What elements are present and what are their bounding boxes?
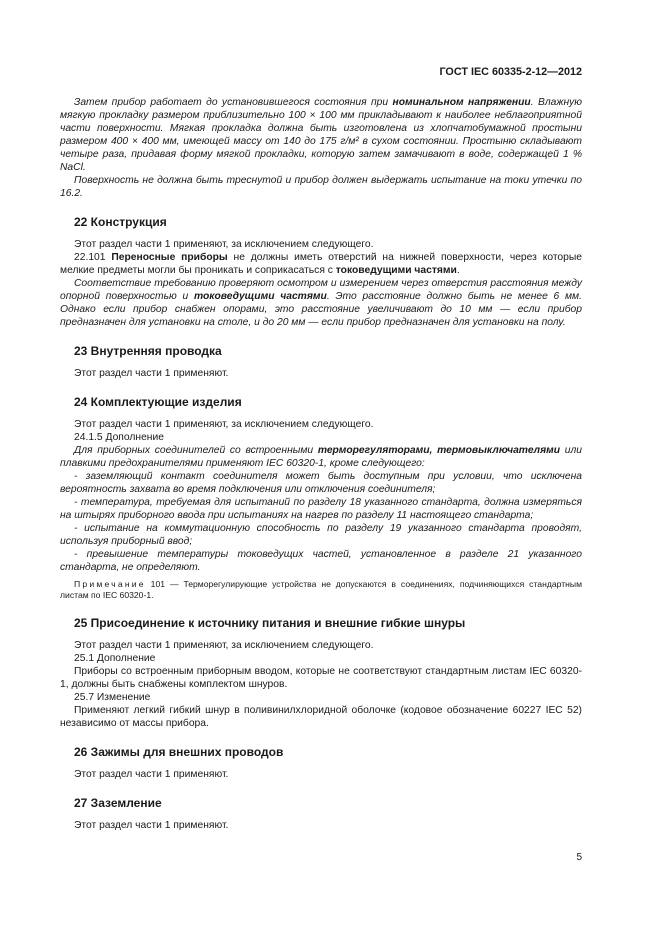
section-24-list-item-2: - температура, требуемая для испытаний по разделу 18 указанного стандарта, должна измеряться на штырях приборного ввода при испытаниях на нагрев по разделу 11 настоящего стандарта; <box>60 497 582 521</box>
text-span: Затем прибор работает до установившегося состояния при <box>74 97 393 108</box>
intro-paragraph-2: Поверхность не должна быть треснутой и прибор должен выдержать испытание на токи утечки по 16.2. <box>60 175 582 199</box>
note-label: Примечание <box>74 579 146 589</box>
term-live-parts: токоведущими частями <box>193 291 327 302</box>
section-22-p3 <box>60 277 582 329</box>
term-thermostats: терморегуляторами, термовыключателями <box>317 445 561 456</box>
standard-header: ГОСТ IEC 60335-2-12—2012 <box>439 66 582 78</box>
term-live-parts: токоведущими частями <box>335 265 457 276</box>
section-22-p2 <box>60 251 582 277</box>
section-24-title: 24 Комплектующие изделия <box>74 395 242 409</box>
section-22-title: 22 Конструкция <box>74 215 167 229</box>
section-23-title: 23 Внутренняя проводка <box>74 344 222 358</box>
text-span: . <box>456 265 460 276</box>
section-26-title: 26 Зажимы для внешних проводов <box>74 745 284 759</box>
section-24-list-item-3: - испытание на коммутационную способность по разделу 19 указанного стандарта проводят, используя приборный ввод; <box>60 523 582 547</box>
section-26-p1: Этот раздел части 1 применяют. <box>74 769 229 780</box>
section-24-p2: 24.1.5 Дополнение <box>74 432 164 443</box>
section-25-p1: Этот раздел части 1 применяют, за исключением следующего. <box>74 640 374 651</box>
section-24-note <box>60 579 582 601</box>
section-24-list-item-4: - превышение температуры токоведущих частей, установленное в разделе 21 указанного стандарта, не определяют. <box>60 549 582 573</box>
section-24-list-item-1: - заземляющий контакт соединителя может быть доступным при условии, что исключена вероятность захвата во время подключения или отключения соединителя; <box>60 471 582 495</box>
clause-number: 22.101 <box>74 252 112 263</box>
section-23-p1: Этот раздел части 1 применяют. <box>74 368 229 379</box>
document-body <box>60 96 582 832</box>
section-25-p4: 25.7 Изменение <box>74 692 151 703</box>
text-span: Для приборных соединителей со встроенными <box>74 445 318 456</box>
section-22-p1: Этот раздел части 1 применяют, за исключением следующего. <box>74 239 374 250</box>
term-portable-appliances: Переносные приборы <box>111 252 228 263</box>
section-25-title: 25 Присоединение к источнику питания и внешние гибкие шнуры <box>74 616 466 630</box>
section-25-p2: 25.1 Дополнение <box>74 653 156 664</box>
text-span: или плавкими предохранителями применяют IEC 60320-1, кроме следующего: <box>60 445 582 469</box>
term-rated-voltage: номинальном напряжении <box>392 97 531 108</box>
section-27-title: 27 Заземление <box>74 796 162 810</box>
text-span: Соответствие требованию проверяют осмотром и измерением через отверстия расстояния между опорной поверхностью и <box>60 278 582 302</box>
section-25-p5: Применяют легкий гибкий шнур в поливинилхлоридной оболочке (кодовое обозначение 60227 IEC 52) независимо от массы прибора. <box>60 705 582 729</box>
text-span: не должны иметь отверстий на нижней поверхности, через которые мелкие предметы могли бы проникать и соприкасаться с <box>60 252 583 276</box>
text-span: . Это расстояние должно быть не менее 6 мм. Однако если прибор снабжен опорами, это расстояние увеличивают до 10 мм — если прибор предназначен для установки на столе, и до 20 мм — если прибор предназначен для установки на полу. <box>60 291 582 328</box>
section-24-p3 <box>60 444 582 470</box>
section-25-p3: Приборы со встроенным приборным вводом, которые не соответствуют стандартным листам IEC 60320-1, должны быть снабжены комплектом шнуров. <box>60 666 582 690</box>
note-text: 101 — Терморегулирующие устройства не допускаются в соединениях, подчиняющихся стандартным листам по IEC 60320-1. <box>60 579 582 600</box>
text-span: . Влажную мягкую прокладку размером приблизительно 100 × 100 мм прикладывают к наиболее неблагоприятной части поверхности. Мягкая прокладка должна быть изготовлена из хлопчатобумажной простыни размером 400 × 400 мм, имеющей массу от 140 до 175 г/м² в сухом состоянии. Простыню складывают четыре раза, придавая форму мягкой прокладки, которую затем замачивают в воде, содержащей 1 % NaCl. <box>60 97 582 173</box>
intro-paragraph-1 <box>60 96 582 174</box>
page-number: 5 <box>576 852 582 863</box>
section-27-p1: Этот раздел части 1 применяют. <box>74 820 229 831</box>
section-24-p1: Этот раздел части 1 применяют, за исключением следующего. <box>74 419 374 430</box>
